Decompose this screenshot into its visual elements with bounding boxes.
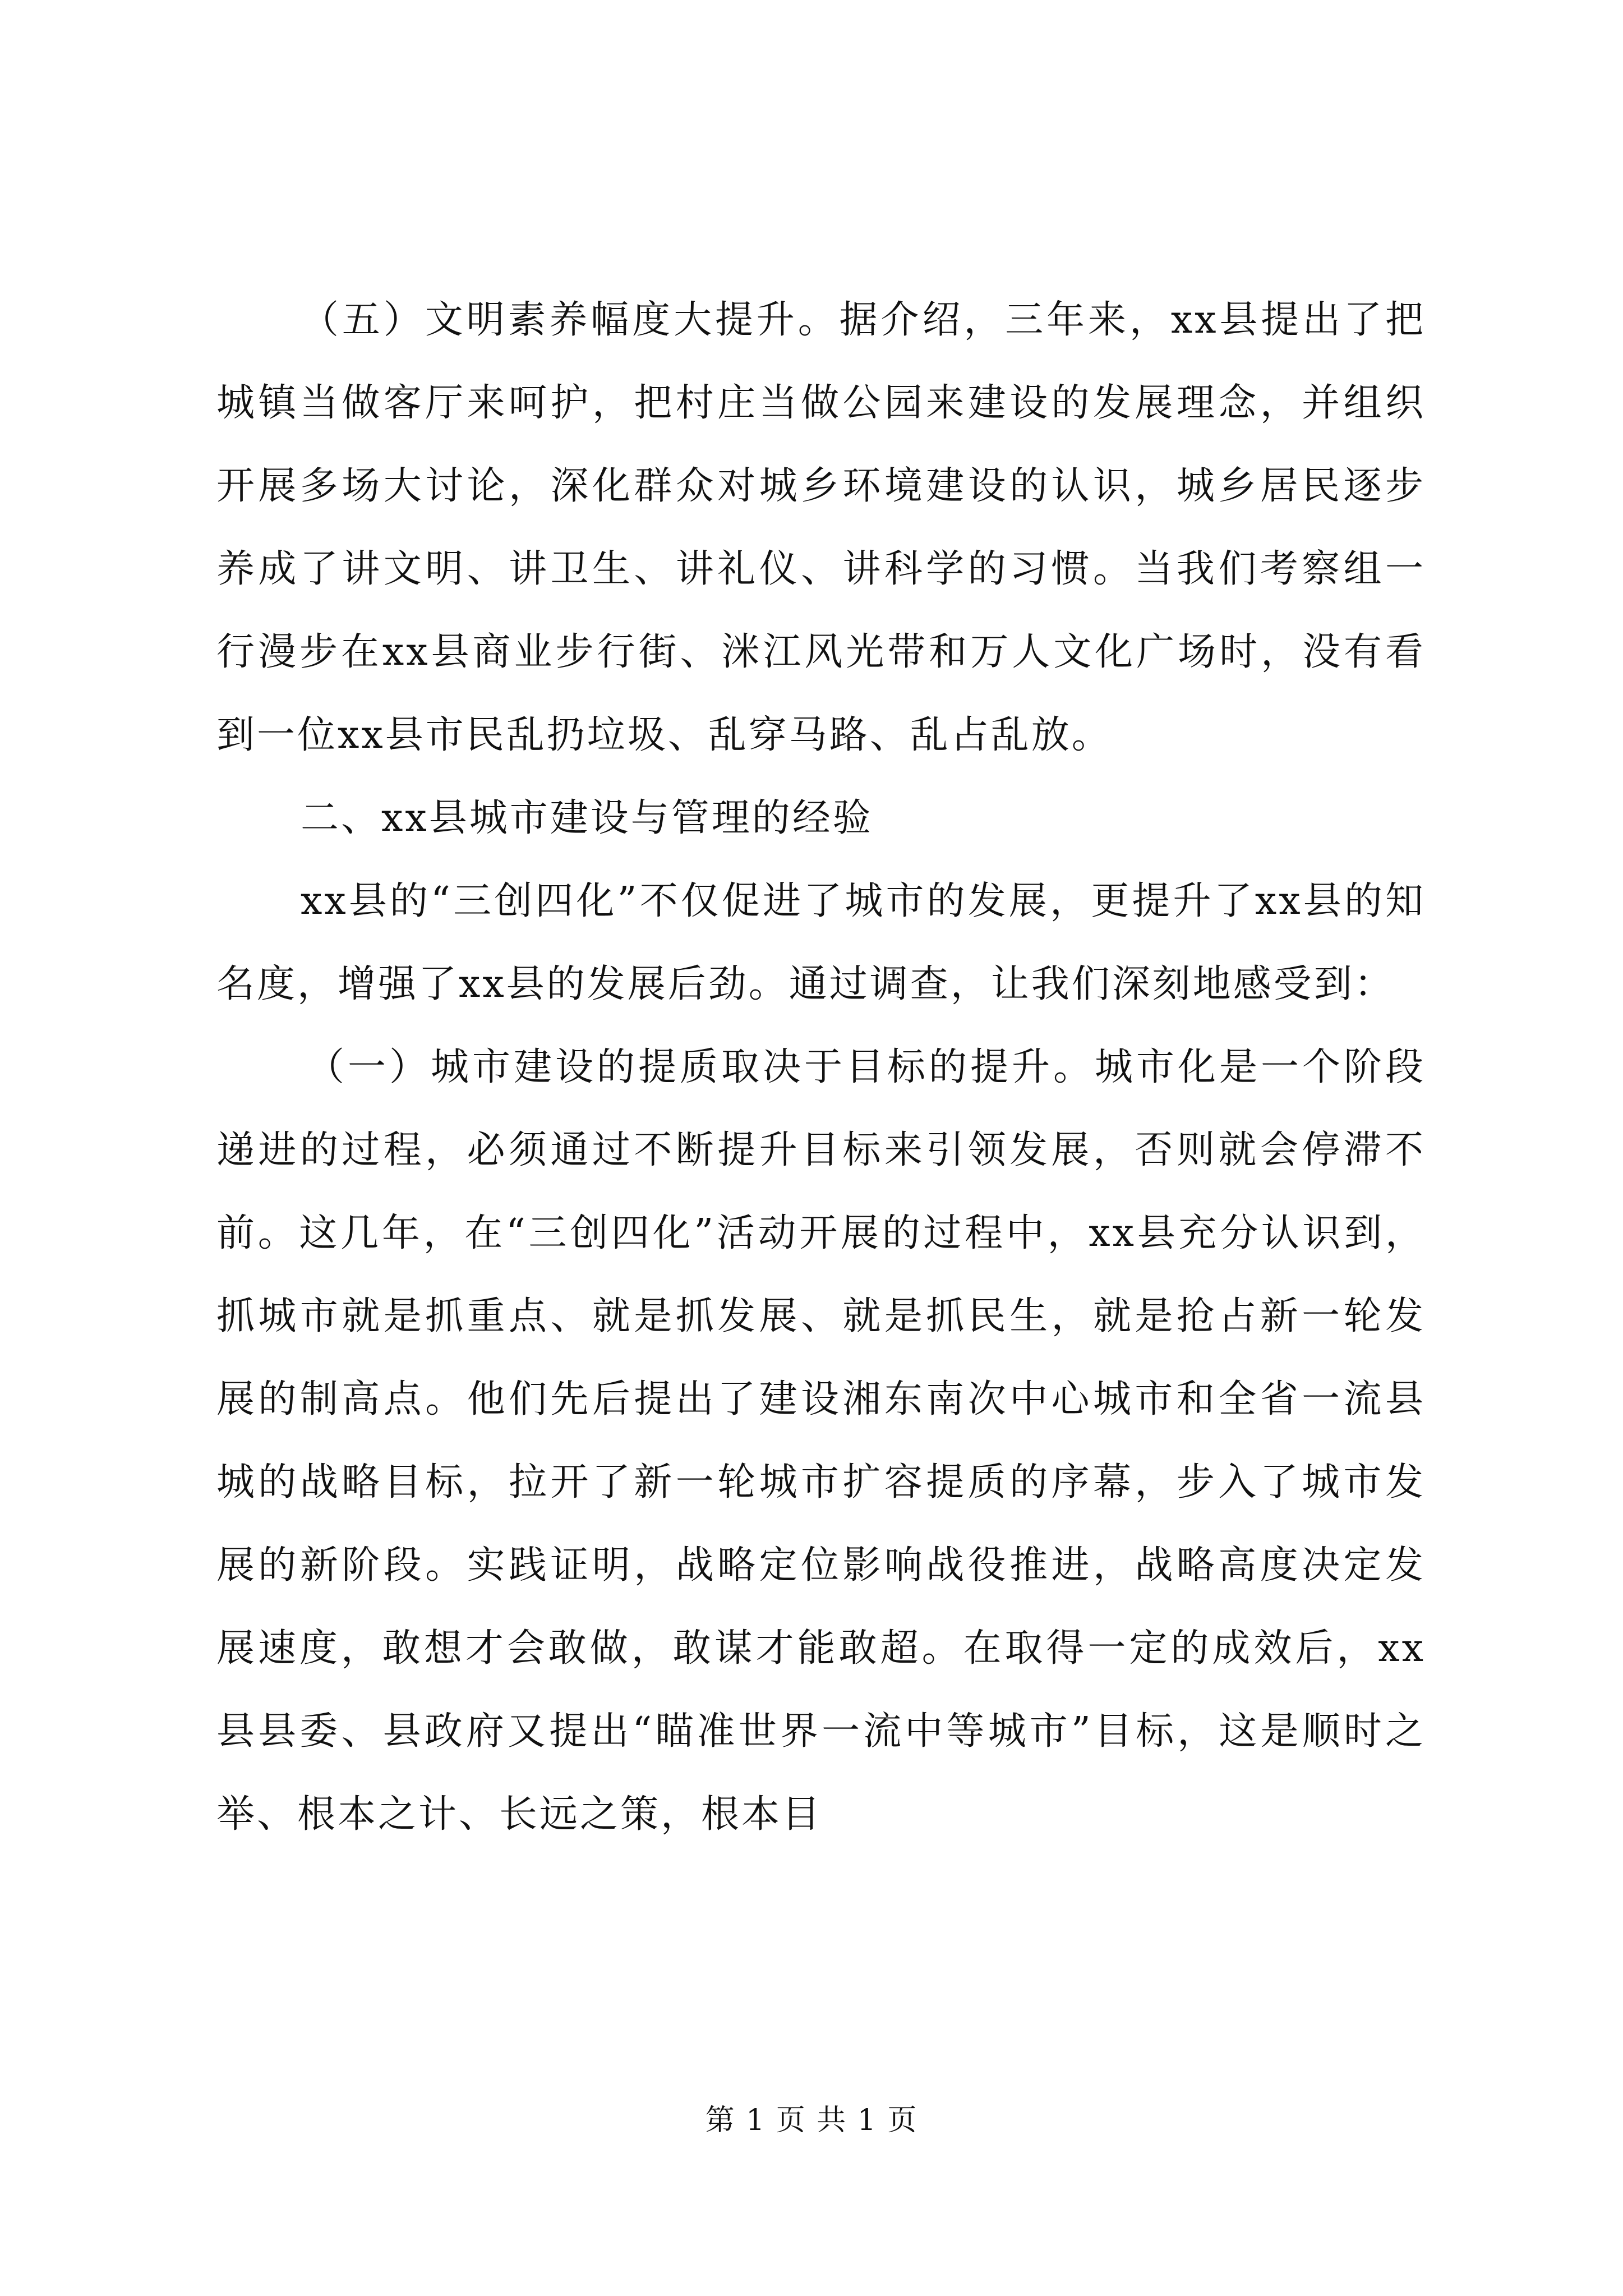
paragraph-civilization-improvement: （五）文明素养幅度大提升。据介绍，三年来，xx县提出了把城镇当做客厅来呵护，把村庄当做公园来建设的发展理念，并组织开展多场大讨论，深化群众对城乡环境建设的认识，城乡居民逐步养成了讲文明、讲卫生、讲礼仪、讲科学的习惯。当我们考察组一行漫步在xx县商业步行街、洣江风光带和万人文化广场时，没有看到一位xx县市民乱扔垃圾、乱穿马路、乱占乱放。	[216, 298, 1426, 757]
paragraph-three-creations: xx县的“三创四化”不仅促进了城市的发展，更提升了xx县的知名度，增强了xx县的发展后劲。通过调查，让我们深刻地感受到：	[216, 879, 1426, 1006]
document-body	[216, 279, 1426, 1856]
section-heading-experience: 二、xx县城市建设与管理的经验	[301, 796, 873, 840]
paragraph-goal-upgrade: （一）城市建设的提质取决于目标的提升。城市化是一个阶段递进的过程，必须通过不断提升目标来引领发展，否则就会停滞不前。这几年，在“三创四化”活动开展的过程中，xx县充分认识到，抓城市就是抓重点、就是抓发展、就是抓民生，就是抢占新一轮发展的制高点。他们先后提出了建设湘东南次中心城市和全省一流县城的战略目标，拉开了新一轮城市扩容提质的序幕，步入了城市发展的新阶段。实践证明，战略定位影响战役推进，战略高度决定发展速度，敢想才会敢做，敢谋才能敢超。在取得一定的成效后，xx县县委、县政府又提出“瞄准世界一流中等城市”目标，这是顺时之举、根本之计、长远之策，根本目	[216, 1045, 1426, 1837]
page-footer: 第 1 页 共 1 页	[705, 2104, 918, 2137]
